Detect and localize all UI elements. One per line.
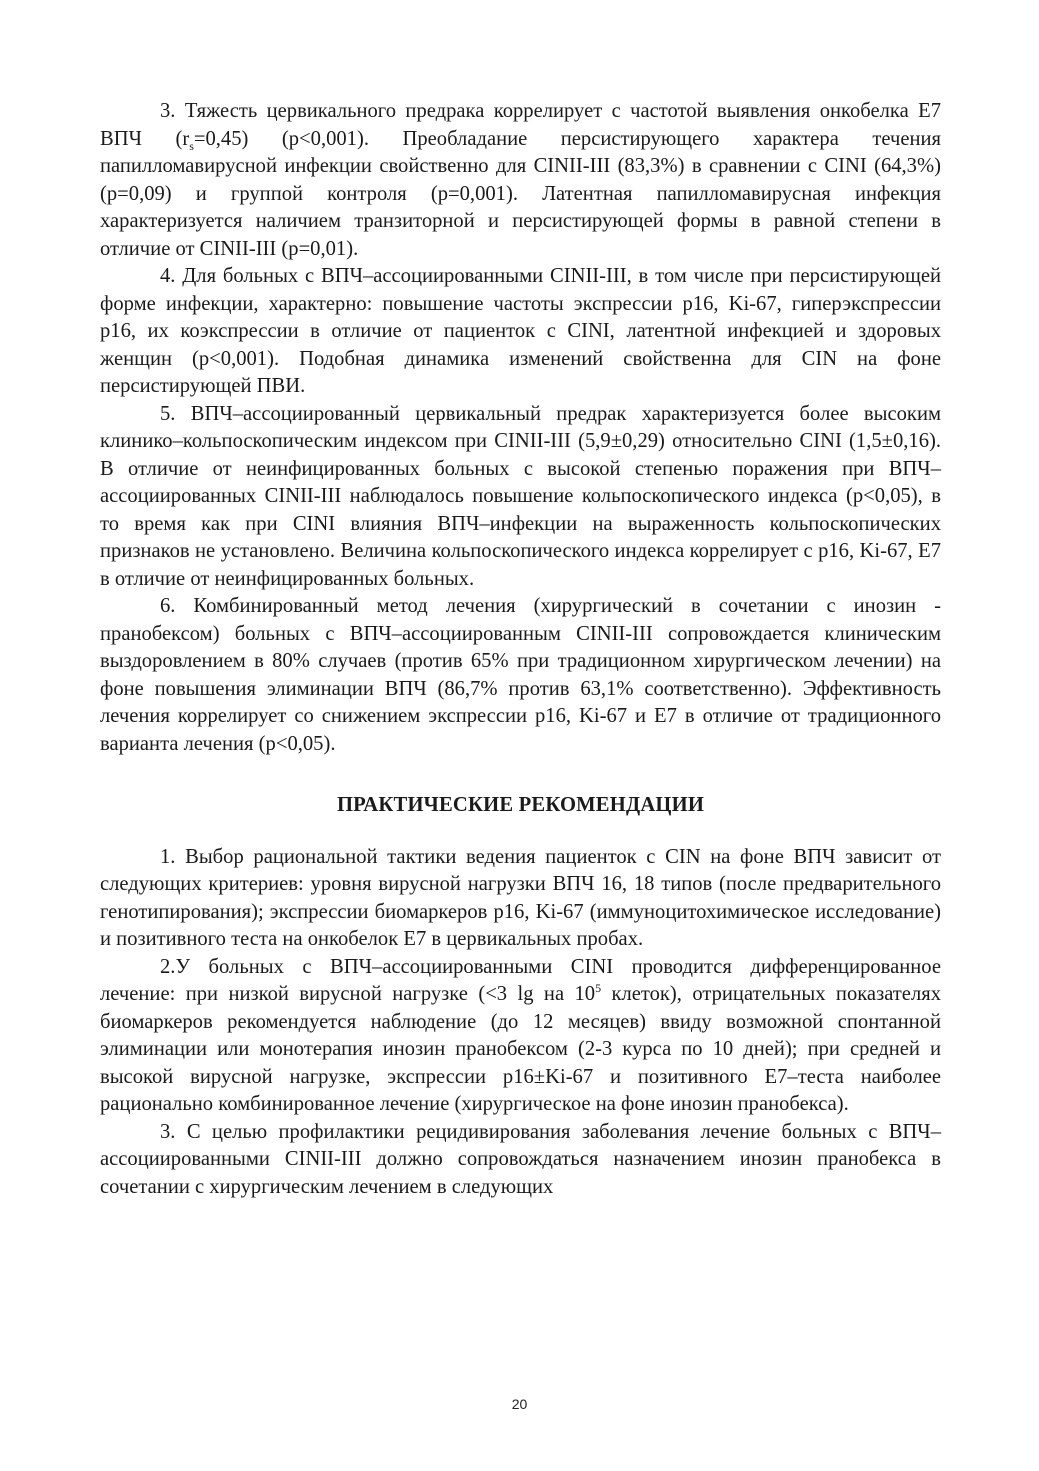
- document-page: [100, 98, 941, 1201]
- section-heading: ПРАКТИЧЕСКИЕ РЕКОМЕНДАЦИИ: [336, 794, 705, 816]
- rs-subscript: s: [189, 138, 194, 153]
- conclusion-3: [100, 98, 941, 263]
- recommendation-2-text-a: 2.У больных с ВПЧ–ассоциированными CINI проводится дифференцированное лечение: при низкой вирусной нагрузке (<3 lg на 10: [100, 955, 941, 1005]
- recommendation-3: 3. С целью профилактики рецидивирования заболевания лечение больных с ВПЧ–ассоциированными CINII-III должно сопровождаться назначением инозин пранобекса в сочетании с хирургическим лечением в следующих: [100, 1120, 941, 1198]
- conclusion-6: 6. Комбинированный метод лечения (хирургический в сочетании с инозин - пранобексом) больных с ВПЧ–ассоциированным CINII-III сопровождается клиническим выздоровлением в 80% случаев (против 65% при традиционном хирургическом лечении) на фоне повышения элиминации ВПЧ (86,7% против 63,1% соответственно). Эффективность лечения коррелирует со снижением экспрессии р16, Ki-67 и Е7 в отличие от традиционного варианта лечения (р<0,05).: [100, 595, 941, 755]
- recommendation-1: 1. Выбор рациональной тактики ведения пациенток с CIN на фоне ВПЧ зависит от следующих критериев: уровня вирусной нагрузки ВПЧ 16, 18 типов (после предварительного генотипирования); экспрессии биомаркеров р16, Ki-67 (иммуноцитохимическое исследование) и позитивного теста на онкобелок Е7 в цервикальных пробах.: [100, 845, 941, 950]
- page-number: 20: [511, 1396, 528, 1412]
- power-superscript: 5: [595, 981, 602, 996]
- conclusion-5: 5. ВПЧ–ассоциированный цервикальный предрак характеризуется более высоким клинико–кольпоскопическим индексом при CINII-III (5,9±0,29) относительно CINI (1,5±0,16). В отличие от неинфицированных больных с высокой степенью поражения при ВПЧ–ассоциированных CINII-III наблюдалось повышение кольпоскопического индекса (р<0,05), в то время как при CINI влияния ВПЧ–инфекции на выраженность кольпоскопических признаков не установлено. Величина кольпоскопического индекса коррелирует с р16, Ki-67, Е7 в отличие от неинфицированных больных.: [100, 402, 941, 590]
- recommendation-2: [100, 954, 941, 1119]
- conclusion-3-text-a: 3. Тяжесть цервикального предрака коррелирует с частотой выявления онкобелка Е7 ВПЧ (r: [100, 100, 941, 150]
- recommendation-2-text-b: клеток), отрицательных показателях биомаркеров рекомендуется наблюдение (до 12 месяцев) ввиду возможной спонтанной элиминации или монотерапия инозин пранобексом (2-3 курса по 10 дней); при средней и высокой вирусной нагрузке, экспрессии р16±Ki-67 и позитивного Е7–теста наиболее рационально комбинированное лечение (хирургическое на фоне инозин пранобекса).: [100, 983, 941, 1115]
- conclusion-4: 4. Для больных с ВПЧ–ассоциированными CINII-III, в том числе при персистирующей форме инфекции, характерно: повышение частоты экспрессии р16, Ki-67, гиперэкспрессии р16, их коэкспрессии в отличие от пациенток с CINI, латентной инфекцией и здоровых женщин (р<0,001). Подобная динамика изменений свойственна для CIN на фоне персистирующей ПВИ.: [100, 265, 941, 397]
- conclusion-3-text-b: =0,45) (р<0,001). Преобладание персистирующего характера течения папилломавирусной инфекции свойственно для CINII-III (83,3%) в сравнении с CINI (64,3%) (р=0,09) и группой контроля (р=0,001). Латентная папилломавирусная инфекция характеризуется наличием транзиторной и персистирующей формы в равной степени в отличие от CINII-III (р=0,01).: [100, 127, 941, 260]
